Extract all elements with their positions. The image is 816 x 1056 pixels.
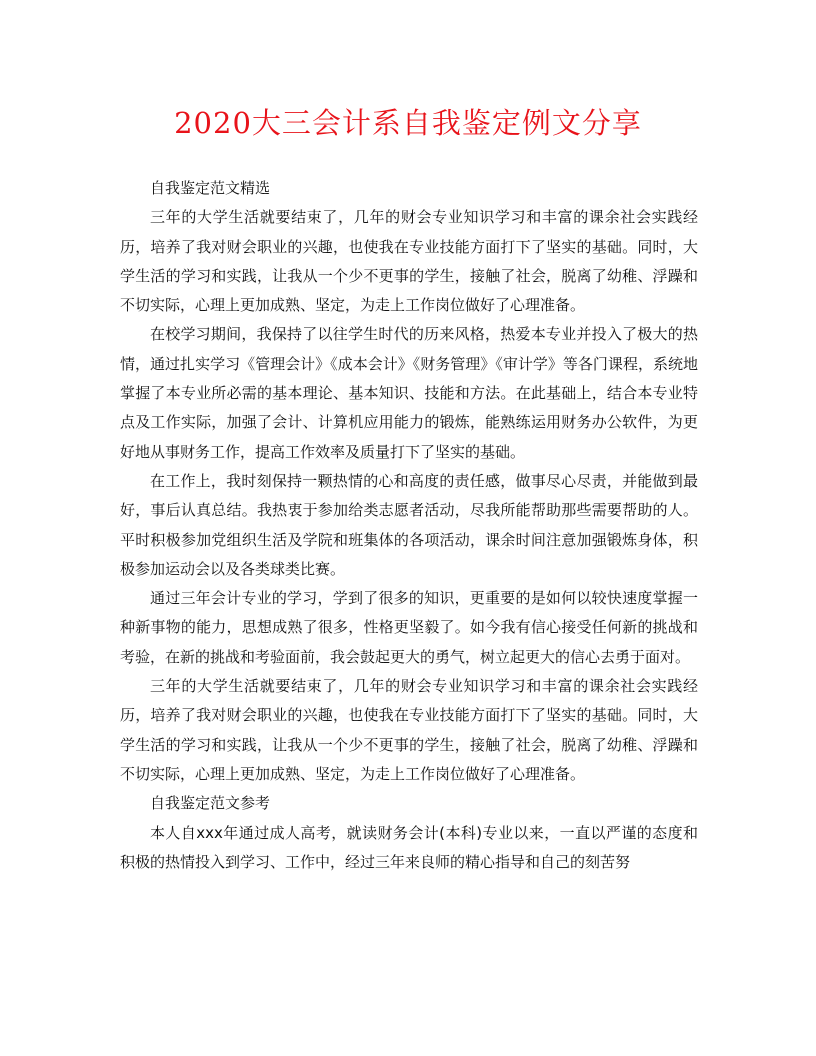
paragraph-summary: 三年的大学生活就要结束了，几年的财会专业知识学习和丰富的课余社会实践经历，培养了我对财会职业的兴趣，也使我在专业技能方面打下了坚实的基础。同时，大学生活的学习和实践，让我从一个少不更事的学生，接触了社会，脱离了幼稚、浮躁和不切实际，心理上更加成熟、坚定，为走上工作岗位做好了心理准备。 [120,677,698,783]
section-heading-reference: 自我鉴定范文参考 [150,794,271,813]
paragraph-study: 在校学习期间，我保持了以往学生时代的历来风格，热爱本专业并投入了极大的热情，通过扎实学习《管理会计》《成本会计》《财务管理》《审计学》等各门课程，系统地掌握了本专业所必需的基本理论、基本知识、技能和方法。在此基础上，结合本专业特点及工作实际，加强了会计、计算机应用能力的锻炼，能熟练运用财务办公软件，为更好地从事财务工作，提高工作效率及质量打下了坚实的基础。 [120,325,698,461]
paragraph-reference: 本人自xxx年通过成人高考，就读财务会计(本科)专业以来，一直以严谨的态度和积极的热情投入到学习、工作中，经过三年来良师的精心指导和自己的刻苦努 [120,823,698,871]
paragraph-intro: 三年的大学生活就要结束了，几年的财会专业知识学习和丰富的课余社会实践经历，培养了我对财会职业的兴趣，也使我在专业技能方面打下了坚实的基础。同时，大学生活的学习和实践，让我从一个少不更事的学生，接触了社会，脱离了幼稚、浮躁和不切实际，心理上更加成熟、坚定，为走上工作岗位做好了心理准备。 [120,208,698,315]
document-title: 2020大三会计系自我鉴定例文分享 [174,106,642,140]
paragraph-work: 在工作上，我时刻保持一颗热情的心和高度的责任感，做事尽心尽责，并能做到最好，事后认真总结。我热衷于参加给类志愿者活动，尽我所能帮助那些需要帮助的人。平时积极参加党组织生活及学院和班集体的各项活动，课余时间注意加强锻炼身体，积极参加运动会以及各类球类比赛。 [120,471,698,578]
section-heading-selected: 自我鉴定范文精选 [150,179,271,197]
paragraph-growth: 通过三年会计专业的学习，学到了很多的知识，更重要的是如何以较快速度掌握一种新事物的能力，思想成熟了很多，性格更坚毅了。如今我有信心接受任何新的挑战和考验，在新的挑战和考验面前，我会鼓起更大的勇气，树立起更大的信心去勇于面对。 [120,589,698,666]
document-body [120,174,698,877]
